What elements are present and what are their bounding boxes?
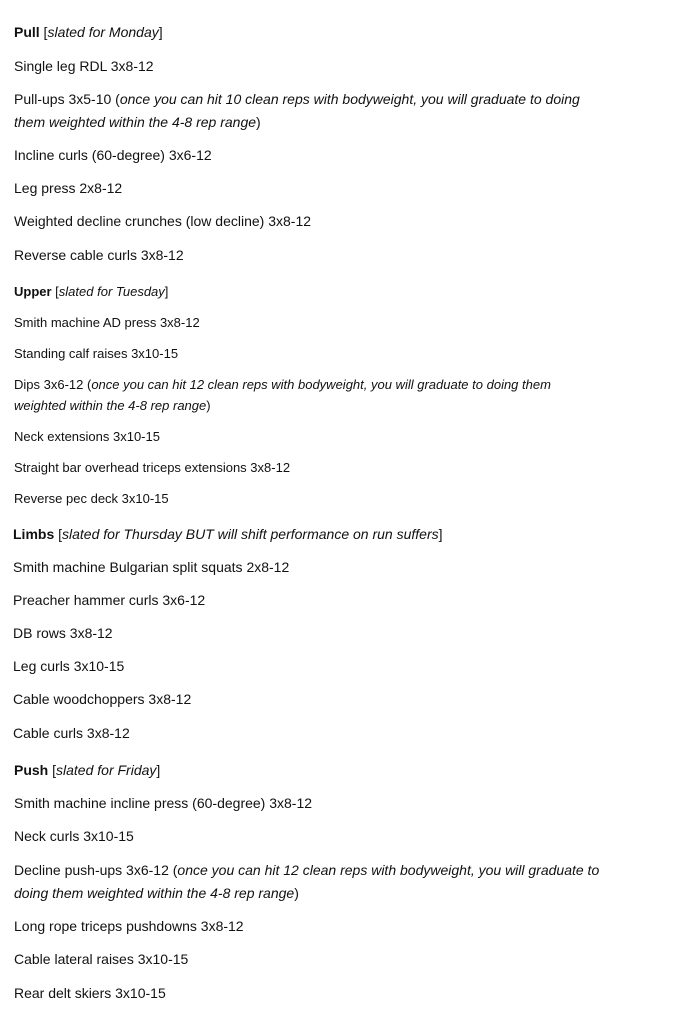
exercise-item: Cable woodchoppers 3x8-12	[13, 691, 192, 707]
exercise-item: Cable lateral raises 3x10-15	[14, 951, 189, 967]
section-note: slated for Friday	[56, 762, 157, 778]
section-title: Push	[14, 762, 49, 778]
exercise-item: Straight bar overhead triceps extensions 3x8-12	[14, 460, 291, 475]
exercise-item: Standing calf raises 3x10-15	[14, 346, 179, 361]
section-title: Limbs	[13, 526, 55, 542]
exercise-note-continued: doing them weighted within the 4-8 rep range	[14, 885, 295, 901]
exercise-item: Preacher hammer curls 3x6-12	[13, 592, 206, 608]
exercise-text: Pull-ups 3x5-10 (	[14, 91, 120, 107]
exercise-item: Single leg RDL 3x8-12	[14, 58, 154, 74]
exercise-item: Leg press 2x8-12	[14, 180, 123, 196]
exercise-item: Smith machine incline press (60-degree) 3x8-12	[14, 795, 313, 811]
exercise-note-continued: weighted within the 4-8 rep range	[14, 398, 207, 413]
section-header-limbs: Limbs [slated for Thursday BUT will shift performance on run suffers]	[13, 526, 443, 542]
exercise-item: Long rope triceps pushdowns 3x8-12	[14, 918, 244, 934]
section-title: Upper	[14, 284, 52, 299]
section-note: slated for Monday	[47, 24, 159, 40]
exercise-item-continued	[14, 114, 261, 131]
exercise-item: Neck curls 3x10-15	[14, 828, 134, 844]
exercise-item: Smith machine Bulgarian split squats 2x8-12	[13, 559, 290, 575]
section-note: slated for Tuesday	[58, 284, 165, 299]
section-header-pull: Pull [slated for Monday]	[14, 24, 163, 40]
exercise-item: Smith machine AD press 3x8-12	[14, 315, 200, 330]
section-note: slated for Thursday BUT will shift performance on run suffers	[62, 526, 439, 542]
exercise-item-continued	[14, 885, 299, 902]
exercise-item: Cable curls 3x8-12	[13, 725, 130, 741]
exercise-item: Neck extensions 3x10-15	[14, 429, 160, 444]
exercise-text: Dips 3x6-12 (	[14, 377, 92, 392]
section-header-upper: Upper [slated for Tuesday]	[14, 284, 169, 299]
exercise-item: Reverse cable curls 3x8-12	[14, 247, 184, 263]
exercise-item: Rear delt skiers 3x10-15	[14, 985, 166, 1001]
exercise-item: Weighted decline crunches (low decline) 3x8-12	[14, 213, 312, 229]
exercise-item: DB rows 3x8-12	[13, 625, 113, 641]
exercise-item: Incline curls (60-degree) 3x6-12	[14, 147, 212, 163]
exercise-item	[14, 862, 599, 879]
exercise-close-paren: )	[206, 398, 211, 413]
section-header-push: Push [slated for Friday]	[14, 762, 161, 778]
exercise-close-paren: )	[294, 885, 299, 901]
exercise-item-continued	[14, 398, 211, 414]
exercise-item	[14, 377, 551, 393]
exercise-note: once you can hit 12 clean reps with bodyweight, you will graduate to doing them	[91, 377, 551, 392]
section-title: Pull	[14, 24, 40, 40]
exercise-item: Leg curls 3x10-15	[13, 658, 125, 674]
exercise-item: Reverse pec deck 3x10-15	[14, 491, 169, 506]
exercise-close-paren: )	[256, 114, 261, 130]
exercise-item	[14, 91, 580, 108]
exercise-note-continued: them weighted within the 4-8 rep range	[14, 114, 257, 130]
exercise-note: once you can hit 12 clean reps with bodyweight, you will graduate to	[177, 862, 600, 878]
exercise-text: Decline push-ups 3x6-12 (	[14, 862, 178, 878]
exercise-note: once you can hit 10 clean reps with bodyweight, you will graduate to doing	[119, 91, 580, 107]
